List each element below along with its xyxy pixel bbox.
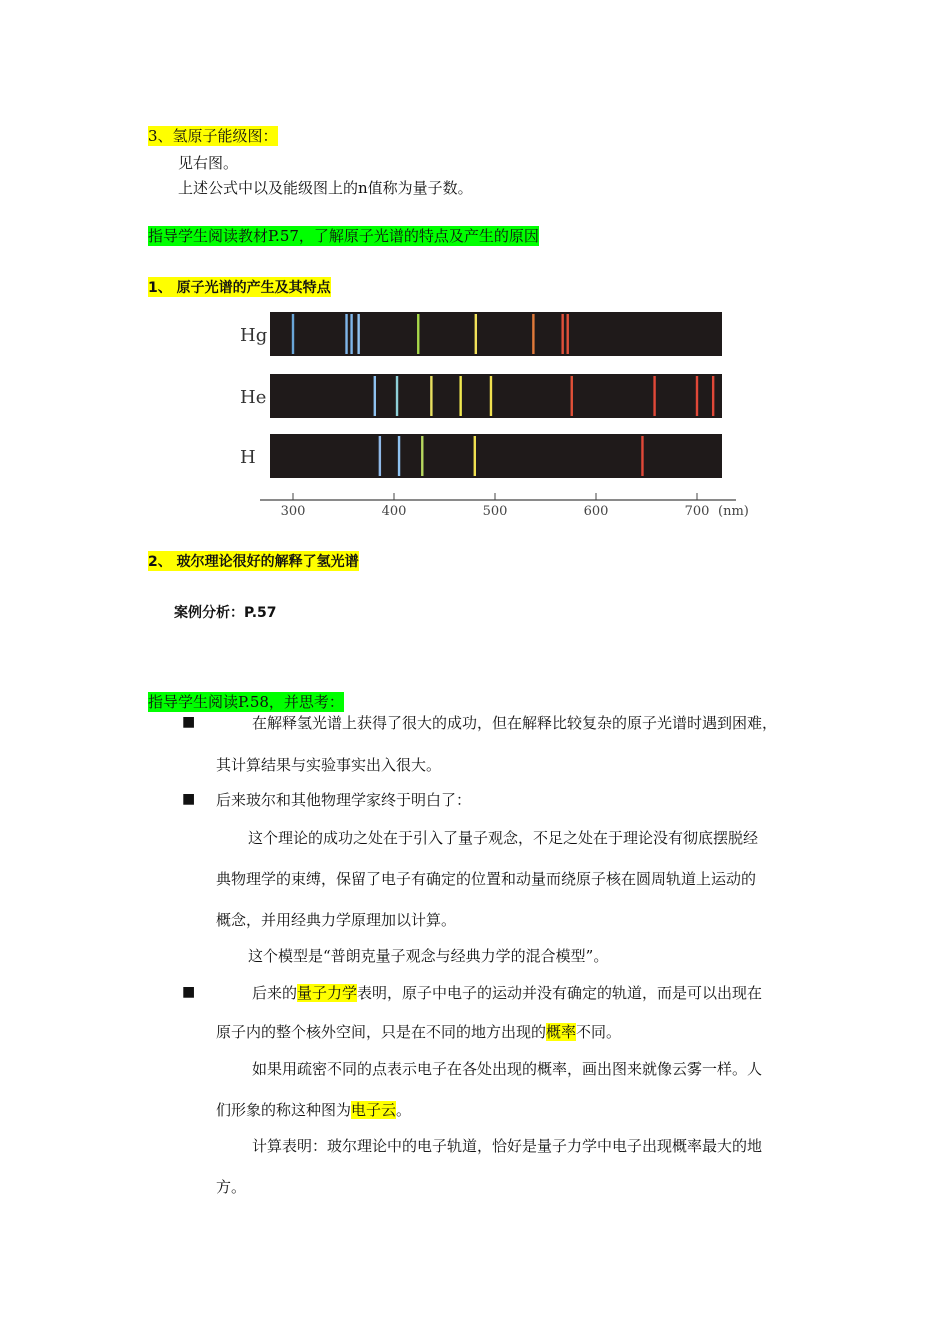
spectral-line	[417, 314, 419, 354]
spectral-line	[712, 376, 714, 416]
spectral-line	[475, 314, 477, 354]
bullet1-line2: 其计算结果与实验事实出入很大。	[216, 756, 442, 774]
bullet-marker-2: ■	[182, 791, 196, 807]
spectral-line	[561, 314, 563, 354]
bullet1-line1: 在解释氢光谱上获得了很大的成功，但在解释比较复杂的原子光谱时遇到困难，	[252, 714, 778, 732]
bullet2-p4: 这个模型是“普朗克量子观念与经典力学的混合模型”。	[248, 947, 609, 965]
axis-unit-label: (nm)	[718, 504, 749, 519]
bullet3-line3: 如果用疏密不同的点表示电子在各处出现的概率，画出图来就像云雾一样。人	[252, 1060, 763, 1078]
axis-tick-label: 300	[280, 504, 306, 519]
bullet3-line2-a: 原子内的整个核外空间，只是在不同的地方出现的	[216, 1023, 547, 1041]
spectral-line	[379, 436, 381, 476]
guide-heading-1: 指导学生阅读教材P.57，了解原子光谱的特点及产生的原因	[148, 227, 539, 245]
spectral-line	[459, 376, 461, 416]
highlight-electron-cloud: 电子云	[351, 1101, 397, 1119]
spectral-line	[571, 376, 573, 416]
case-analysis: 案例分析：P.57	[174, 605, 277, 621]
topic1-heading: 1、 原子光谱的产生及其特点	[148, 277, 331, 297]
spectral-line	[641, 436, 643, 476]
bullet-marker-3: ■	[182, 984, 196, 1000]
spectral-line	[374, 376, 376, 416]
guide-heading-2: 指导学生阅读P.58，并思考：	[148, 693, 344, 711]
axis-tick-label: 500	[482, 504, 508, 519]
spectral-line	[357, 314, 359, 354]
section3-heading: 3、氢原子能级图：	[148, 127, 278, 145]
spectrum-figure	[232, 302, 762, 522]
bullet3-line1-b: 表明，原子中电子的运动并没有确定的轨道，而是可以出现在	[357, 984, 763, 1002]
topic2-heading: 2、 玻尔理论很好的解释了氢光谱	[148, 551, 359, 571]
bullet3-line5: 计算表明：玻尔理论中的电子轨道，恰好是量子力学中电子出现概率最大的地	[252, 1137, 763, 1155]
axis-tick-label: 400	[381, 504, 407, 519]
spectral-line	[474, 436, 476, 476]
spectral-line	[490, 376, 492, 416]
bullet3-line2-b: 不同。	[576, 1023, 622, 1041]
bullet2-p1: 这个理论的成功之处在于引入了量子观念，不足之处在于理论没有彻底摆脱经	[248, 829, 759, 847]
section3-line1: 见右图。	[178, 154, 239, 172]
spectral-line	[398, 436, 400, 476]
bullet2-line1: 后来玻尔和其他物理学家终于明白了：	[216, 791, 472, 809]
bullet2-p3: 概念，并用经典力学原理加以计算。	[216, 911, 457, 929]
bullet2-p2: 典物理学的束缚，保留了电子有确定的位置和动量而绕原子核在圆周轨道上运动的	[216, 870, 757, 888]
spectral-line	[345, 314, 347, 354]
bullet3-line1	[252, 983, 762, 1003]
spectrum-band-H	[270, 434, 722, 478]
bullet3-line6: 方。	[216, 1178, 247, 1196]
bullet3-line2	[216, 1022, 621, 1042]
spectral-line	[532, 314, 534, 354]
bullet3-line4-b: 。	[396, 1101, 412, 1119]
spectrum-label-He: He	[240, 387, 267, 408]
bullet3-line1-a: 后来的	[252, 984, 298, 1002]
spectral-line	[567, 314, 569, 354]
axis-tick-label: 700	[684, 504, 710, 519]
spectrum-band-Hg	[270, 312, 722, 356]
spectrum-label-Hg: Hg	[240, 325, 268, 346]
spectral-line	[696, 376, 698, 416]
bullet3-line4	[216, 1100, 411, 1120]
highlight-probability: 概率	[546, 1023, 577, 1041]
section3-line2: 上述公式中以及能级图上的n值称为量子数。	[178, 179, 473, 197]
spectral-line	[430, 376, 432, 416]
spectral-line	[653, 376, 655, 416]
spectrum-label-H: H	[240, 447, 256, 468]
axis-tick-label: 600	[583, 504, 609, 519]
spectral-line	[421, 436, 423, 476]
bullet-marker-1: ■	[182, 714, 196, 730]
highlight-quantum-mechanics: 量子力学	[297, 984, 358, 1002]
spectral-line	[350, 314, 352, 354]
bullet3-line4-a: 们形象的称这种图为	[216, 1101, 352, 1119]
spectral-line	[292, 314, 294, 354]
spectral-line	[396, 376, 398, 416]
